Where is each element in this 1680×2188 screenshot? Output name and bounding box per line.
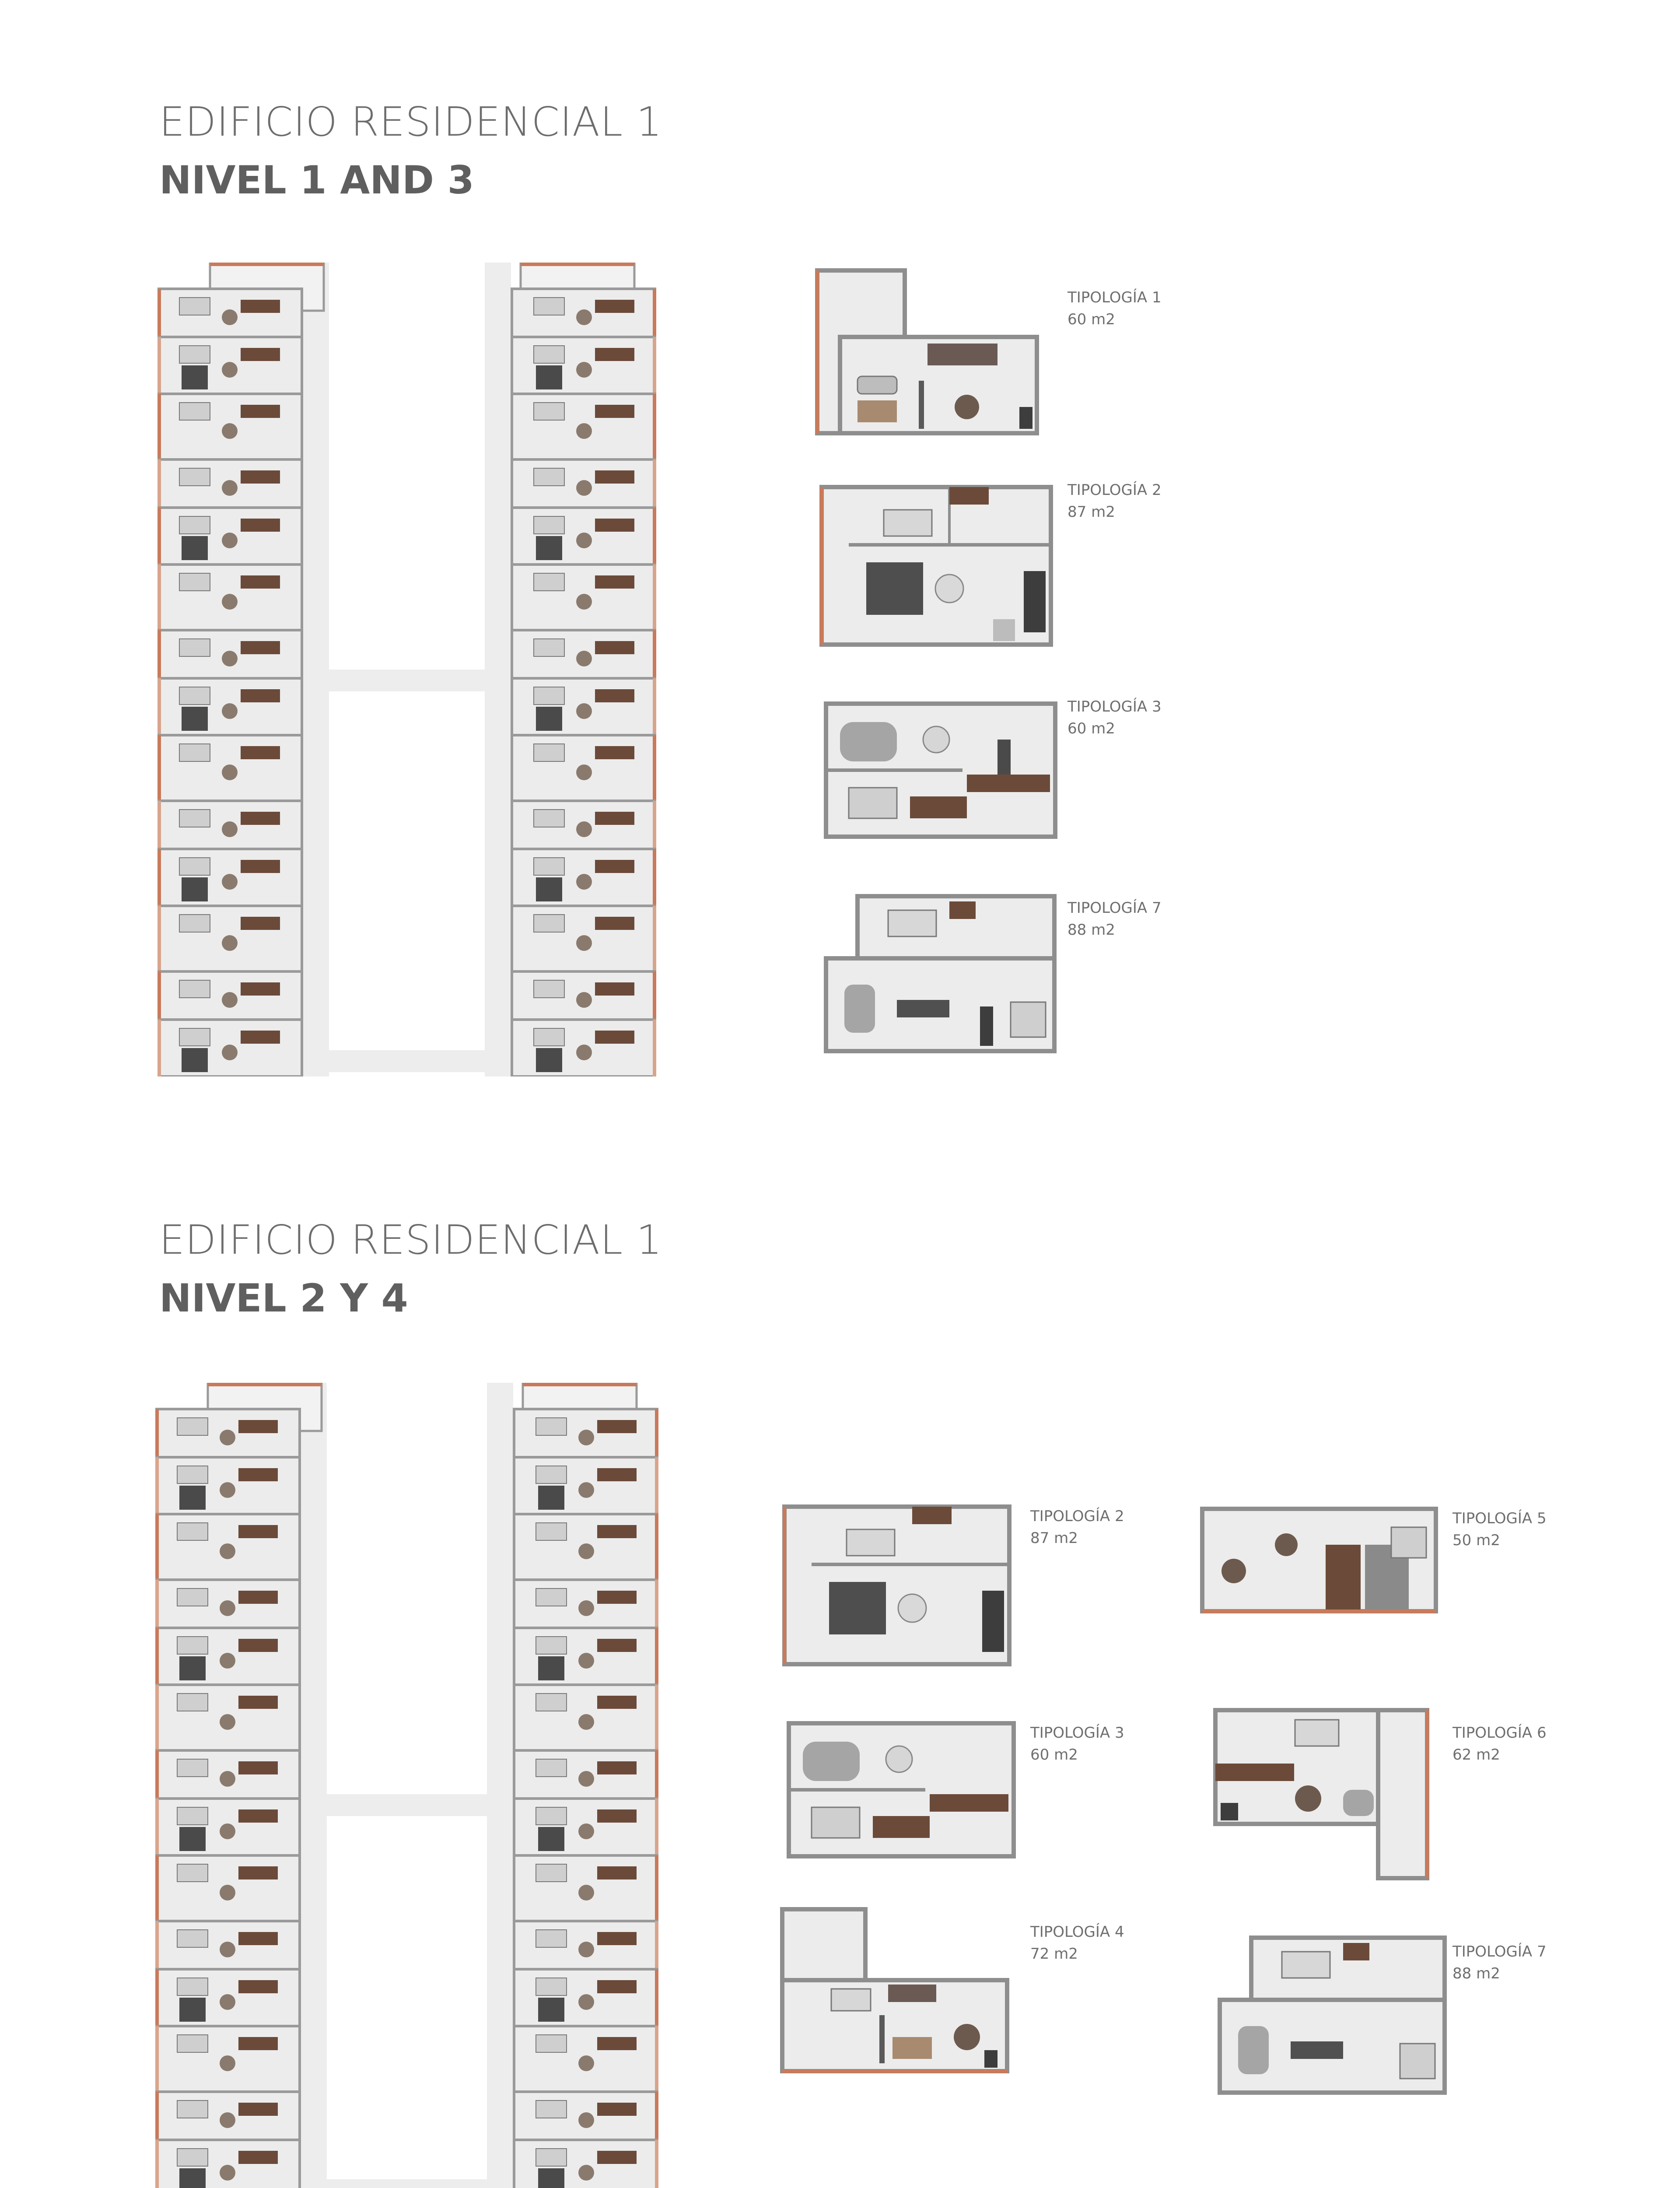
section-1-title: EDIFICIO RESIDENCIAL 1 <box>159 98 662 145</box>
apartment-unit <box>514 1685 658 1750</box>
apartment-unit <box>155 1457 300 1514</box>
tipologia-5-label <box>1452 1508 1547 1551</box>
apartment-unit <box>158 906 302 971</box>
apartment-unit <box>512 394 656 459</box>
apartment-unit <box>155 1750 300 1799</box>
tipologia-1-label <box>1068 287 1162 330</box>
apartment-unit <box>155 1799 300 1855</box>
apartment-unit <box>512 508 656 565</box>
apartment-unit <box>155 1628 300 1685</box>
apartment-unit <box>155 2140 300 2188</box>
apartment-unit <box>512 849 656 906</box>
apartment-unit <box>155 1409 300 1457</box>
tipologia-name: TIPOLOGÍA 7 <box>1452 1943 1547 1960</box>
apartment-unit <box>512 906 656 971</box>
section-2-subtitle: NIVEL 2 Y 4 <box>159 1276 408 1321</box>
tipologia-area: 72 m2 <box>1030 1945 1078 1963</box>
building-plan-level-1-3 <box>158 263 656 1076</box>
apartment-unit <box>514 1580 658 1628</box>
apartment-unit <box>158 801 302 849</box>
apartment-unit <box>514 1514 658 1580</box>
tipologia-name: TIPOLOGÍA 6 <box>1452 1724 1547 1742</box>
apartment-unit <box>514 1457 658 1514</box>
apartment-unit <box>158 289 302 337</box>
tipologia-2-b-label <box>1030 1505 1124 1549</box>
apartment-unit <box>158 678 302 735</box>
apartment-unit <box>514 1855 658 1921</box>
apartment-unit <box>512 735 656 801</box>
apartment-unit <box>512 630 656 678</box>
floorplan-tipologia-4 <box>779 1906 1011 2074</box>
apartment-unit <box>155 2026 300 2092</box>
tipologia-name: TIPOLOGÍA 4 <box>1030 1923 1124 1941</box>
section-1-subtitle: NIVEL 1 AND 3 <box>159 158 474 203</box>
tipologia-7-label <box>1068 897 1162 941</box>
building-plan-level-2-4 <box>155 1383 658 2188</box>
tipologia-area: 60 m2 <box>1068 311 1115 328</box>
floorplan-tipologia-3 <box>822 700 1059 840</box>
apartment-unit <box>514 2140 658 2188</box>
apartment-unit <box>514 1628 658 1685</box>
tipologia-area: 87 m2 <box>1030 1529 1078 1547</box>
apartment-unit <box>158 849 302 906</box>
tipologia-name: TIPOLOGÍA 2 <box>1068 481 1162 499</box>
tipologia-area: 87 m2 <box>1068 503 1115 521</box>
apartment-unit <box>158 735 302 801</box>
apartment-unit <box>512 801 656 849</box>
tipologia-3-label <box>1068 696 1162 740</box>
apartment-unit <box>155 1921 300 1969</box>
tipologia-name: TIPOLOGÍA 5 <box>1452 1510 1547 1527</box>
tipologia-6-label <box>1452 1722 1547 1766</box>
tipologia-name: TIPOLOGÍA 3 <box>1068 698 1162 715</box>
apartment-unit <box>158 630 302 678</box>
tipologia-2-label <box>1068 479 1162 523</box>
apartment-unit <box>512 678 656 735</box>
tipologia-name: TIPOLOGÍA 3 <box>1030 1724 1124 1742</box>
apartment-unit <box>512 289 656 337</box>
section-2-title: EDIFICIO RESIDENCIAL 1 <box>159 1217 662 1263</box>
apartment-unit <box>514 2092 658 2140</box>
floorplan-tipologia-5 <box>1199 1505 1439 1615</box>
apartment-unit <box>158 394 302 459</box>
apartment-unit <box>514 1799 658 1855</box>
tipologia-area: 62 m2 <box>1452 1746 1500 1764</box>
apartment-unit <box>512 459 656 508</box>
tipologia-name: TIPOLOGÍA 7 <box>1068 899 1162 917</box>
apartment-unit <box>158 565 302 630</box>
apartment-unit <box>512 1020 656 1076</box>
tipologia-area: 88 m2 <box>1068 921 1115 939</box>
tipologia-name: TIPOLOGÍA 2 <box>1030 1508 1124 1525</box>
apartment-unit <box>155 2092 300 2140</box>
tipologia-name: TIPOLOGÍA 1 <box>1068 289 1162 306</box>
apartment-unit <box>158 337 302 394</box>
apartment-unit <box>158 971 302 1020</box>
floorplan-tipologia-3-b <box>785 1720 1017 1860</box>
floorplan-tipologia-2-b <box>781 1503 1013 1667</box>
tipologia-area: 60 m2 <box>1030 1746 1078 1764</box>
floorplan-tipologia-7-b <box>1216 1934 1448 2096</box>
apartment-unit <box>512 565 656 630</box>
apartment-unit <box>514 1969 658 2026</box>
apartment-unit <box>514 2026 658 2092</box>
apartment-unit <box>155 1685 300 1750</box>
apartment-unit <box>512 337 656 394</box>
apartment-unit <box>155 1855 300 1921</box>
apartment-unit <box>514 1409 658 1457</box>
apartment-unit <box>158 508 302 565</box>
floorplan-tipologia-7 <box>822 893 1059 1055</box>
floorplan-tipologia-2 <box>818 484 1054 648</box>
tipologia-3-b-label <box>1030 1722 1124 1766</box>
apartment-unit <box>514 1921 658 1969</box>
floorplan-tipologia-1 <box>814 267 1041 438</box>
tipologia-area: 60 m2 <box>1068 720 1115 737</box>
apartment-unit <box>514 1750 658 1799</box>
tipologia-area: 88 m2 <box>1452 1965 1500 1982</box>
apartment-unit <box>158 459 302 508</box>
apartment-unit <box>512 971 656 1020</box>
tipologia-4-label <box>1030 1921 1124 1965</box>
tipologia-7-b-label <box>1452 1941 1547 1985</box>
tipologia-area: 50 m2 <box>1452 1532 1500 1549</box>
apartment-unit <box>155 1580 300 1628</box>
apartment-unit <box>155 1514 300 1580</box>
apartment-unit <box>158 1020 302 1076</box>
apartment-unit <box>155 1969 300 2026</box>
floorplan-tipologia-6 <box>1212 1707 1431 1882</box>
